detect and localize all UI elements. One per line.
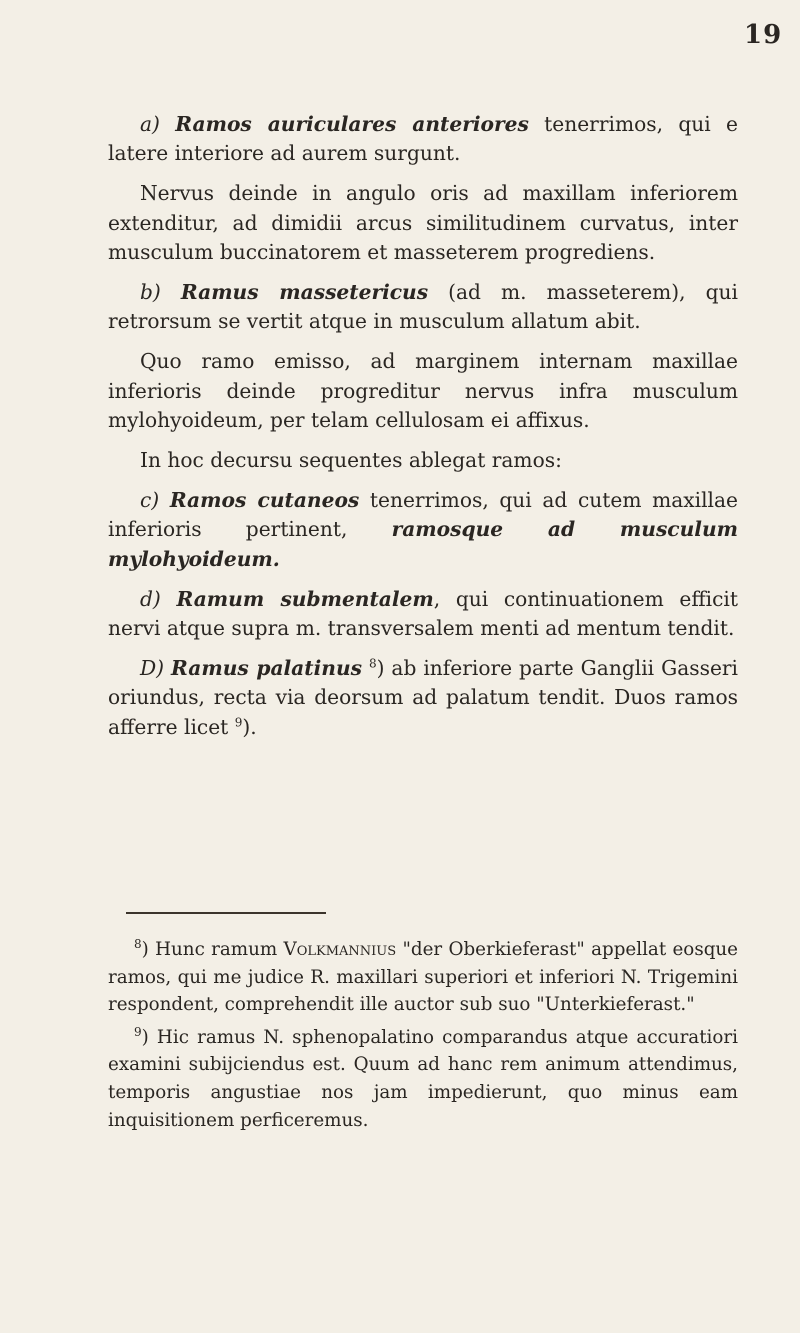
paragraph-text: tenerrimos, qui e latere interiore ad aurem surgunt. bbox=[108, 112, 739, 166]
footnote-mark: 9 bbox=[134, 1024, 142, 1039]
footnote-mark: 8 bbox=[134, 936, 142, 951]
paragraph-D bbox=[108, 654, 738, 742]
paragraph-quo bbox=[108, 347, 738, 435]
paragraph-text: ) ab inferiore parte Ganglii Gasseri oriundus, recta via deorsum ad palatum tendit. Duos ramos afferre licet bbox=[108, 656, 739, 739]
paragraph-d bbox=[108, 585, 738, 643]
paragraph-nervus bbox=[108, 179, 738, 267]
footnote-text: "der Oberkieferast" appellat eosque ramos, qui me judice R. maxillari superiori et inferiori N. Trigemini respondent, comprehendit ille auctor sub suo "Unterkieferast." bbox=[108, 939, 738, 1016]
item-label: b) bbox=[140, 280, 161, 305]
page-number: 19 bbox=[744, 20, 783, 50]
footnote-lead: ) Hunc ramum bbox=[141, 939, 284, 960]
footnote-text: ) Hic ramus N. sphenopalatino comparandus atque accuratiori examini subijciendus est. Quum ad hanc rem animum attendimus, temporis angustiae nos jam impedierunt, quo minus eam inquisitionem perficeremus. bbox=[108, 1026, 738, 1131]
footnote-ref-9[interactable]: 9 bbox=[234, 714, 243, 729]
main-text bbox=[108, 110, 738, 753]
item-italic-tail: ramosque ad musculum mylohyoideum. bbox=[108, 517, 738, 571]
item-heading: Ramos auriculares anteriores bbox=[175, 112, 529, 136]
footnote-8 bbox=[108, 936, 738, 1019]
item-label: d) bbox=[140, 586, 161, 611]
paragraph-c bbox=[108, 486, 738, 574]
footnote-ref-8[interactable]: 8 bbox=[368, 656, 377, 671]
paragraph-text-end: ). bbox=[242, 714, 257, 739]
footnote-9 bbox=[108, 1024, 738, 1134]
paragraph-text: Nervus deinde in angulo oris ad maxillam inferiorem extenditur, ad dimidii arcus similitudinem curvatus, inter musculum buccinatorem et masseterem progrediens. bbox=[108, 181, 738, 264]
item-heading: Ramos cutaneos bbox=[169, 488, 360, 513]
footnotes bbox=[108, 936, 738, 1139]
item-label: a) bbox=[140, 112, 160, 136]
footnote-author: Volkmannius bbox=[283, 939, 397, 960]
item-label: D) bbox=[140, 656, 165, 681]
footnote-divider bbox=[126, 912, 326, 914]
paragraph-a bbox=[108, 110, 738, 168]
paragraph-text: , qui continuationem efficit nervi atque supra m. transversalem menti ad mentum tendit. bbox=[108, 586, 738, 641]
item-heading: Ramum submentalem bbox=[176, 586, 434, 611]
paragraph-text: Quo ramo emisso, ad marginem internam maxillae inferioris deinde progreditur nervus infra musculum mylohyoideum, per telam cellulosam ei affixus. bbox=[108, 349, 738, 432]
paragraph-text: tenerrimos, qui ad cutem maxillae inferioris pertinent, bbox=[108, 488, 738, 542]
item-label: c) bbox=[140, 488, 160, 513]
item-heading: Ramus palatinus bbox=[171, 656, 362, 681]
paragraph-decursu bbox=[108, 446, 738, 475]
paragraph-b bbox=[108, 278, 738, 336]
paragraph-text: (ad m. masseterem), qui retrorsum se vertit atque in musculum allatum abit. bbox=[108, 280, 739, 334]
item-heading: Ramus massetericus bbox=[180, 280, 429, 305]
paragraph-text: In hoc decursu sequentes ablegat ramos: bbox=[140, 448, 562, 473]
